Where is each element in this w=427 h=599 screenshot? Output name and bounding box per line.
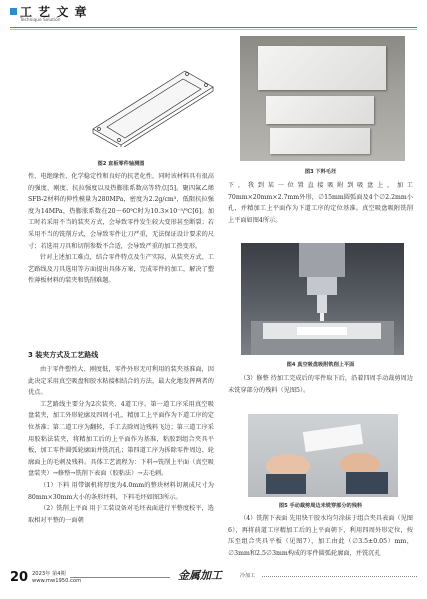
hands-svg (248, 414, 398, 497)
figure-5-caption: 图5 手动裁剪周边未铣穿部分的残料 (278, 503, 363, 509)
header-subtitle: Technique Solution (20, 18, 61, 23)
paragraph: 下，我到某一位置直接吸附到吸盘上，加工70mm×20mm×2.7mm外形，∅15mm圆弧面及4个∅2.2mm小孔，并精加工上平面作为下道工序的定位基准。真空吸盘吸附铣削上平面如图4所示。 (228, 182, 413, 224)
figure-3-photo (240, 36, 405, 161)
right-column-middle (228, 373, 413, 396)
figure-4-photo (241, 243, 404, 355)
blank-piece (266, 96, 374, 124)
paragraph: （4）铣削下表面 先用快干胶水均匀涂抹于组合夹具表面（见图6），再将前道工序精加工后的上平面朝下，利用四周外形定位，按压至组合夹具平板（见图7），加工由此（∅3.5±0.05）mm，∅3mm和2.5∅3mm构成的零件圆弧轮廓面，并铣沉孔 (228, 515, 413, 557)
paragraph: 工艺路线主要分为2次装夹、4道工序。第一道工序采用真空吸盘装夹，加工外形轮廓及四周小孔，精加工上平面作为下道工序的定位基准；第二道工序为翻转，手工去除周边残料飞边；第三道工序采用胶粘法装夹，将精加工后的上平面作为基准，粘胶到组合夹具平板，加工零件圆弧轮廓面并铣沉孔；第四道工序为拆除零件周边、轮廓面上的毛刺及残料。具体工艺流程为：下料→铣削上平面（真空吸盘装夹）→修整→铣削下表面（胶粘法）→去毛刺。 (28, 400, 214, 478)
header-rule (10, 27, 417, 28)
blank-piece (258, 46, 386, 90)
right-column-top (228, 180, 413, 226)
footer-dotted-rule (262, 576, 417, 577)
website-link[interactable]: www.mw1950.com (32, 578, 82, 584)
magazine-section: 冷加工 (240, 573, 256, 579)
header-rule-thin (10, 29, 417, 30)
blank-piece (270, 128, 370, 154)
left-column-top (28, 171, 214, 287)
header-title: 工 艺 文 章 (20, 5, 88, 19)
section-title: 3 装夹方式及工艺路线 (28, 351, 99, 359)
paragraph: （2）铣削上平面 用于工装设备对毛坯表面进行平整度校平，选取相对平整的一面朝 (28, 505, 214, 524)
paragraph: 由于零件塑性大、刚度低，零件外形无可利用的装夹基准面，因此决定采用真空吸盘和胶水粘接相结合的方法，最大化地发挥两者的优点。 (28, 366, 214, 397)
figure-5-photo (248, 414, 398, 497)
header-accent-bar (10, 8, 17, 15)
left-column-bottom (28, 364, 214, 526)
footer-rule (70, 577, 170, 578)
machine-svg (241, 243, 404, 355)
paragraph: （1）下料 用带锯机将厚度为4.0mm的整块材料切割成尺寸为80mm×30mm大小的条形坯料，下料毛坯如图3所示。 (28, 481, 214, 501)
figure-3-caption: 图3 下料毛坯 (304, 169, 337, 175)
figure-2-drawing (75, 35, 225, 147)
figure-2-caption: 图2 直板零件轴测图 (97, 161, 145, 167)
issue-label: 2023年 第4期 (32, 571, 66, 577)
part-isometric-svg (75, 35, 225, 147)
magazine-name: 金属加工 (178, 569, 222, 582)
right-column-bottom (228, 513, 413, 559)
paragraph: （3）修整 待加工完成后的零件取下后，沿着四周手动裁剪周边未铣穿部分的残料（见图5）。 (228, 375, 413, 394)
paragraph: 针对上述加工难点，结合零件特点及生产实际，从装夹方式、工艺路线及刀具选用等方面提出具体方案，完成零件的加工，解决了塑性薄板材料的装夹和铣削难题。 (28, 254, 214, 285)
page-number: 20 (10, 570, 29, 585)
figure-4-caption: 图4 真空吸盘吸附铣削上平面 (286, 362, 355, 368)
paragraph: 性、电绝缘性、化学稳定性和良好的抗老化性，同时该材料具有很高的强度、刚度、抗拉强度以及热膨胀系数高等特点[5]。聚四氟乙烯SFB-2材料的伸性模量为280MPa，密度为2.2g/cm³，低限抗拉强度为14MPa，热膨胀系数在20～60℃时为10.3×10⁻⁵/℃[6]。加工时若采用不当的装夹方式，会导致零件发生较大变形甚至断裂；若采用不当的铣削方式，会导致零件让刀严重，无法保证设计要求的尺寸；若选用刀具和切削参数不合适，会导致严重的加工热变形。 (28, 173, 214, 250)
